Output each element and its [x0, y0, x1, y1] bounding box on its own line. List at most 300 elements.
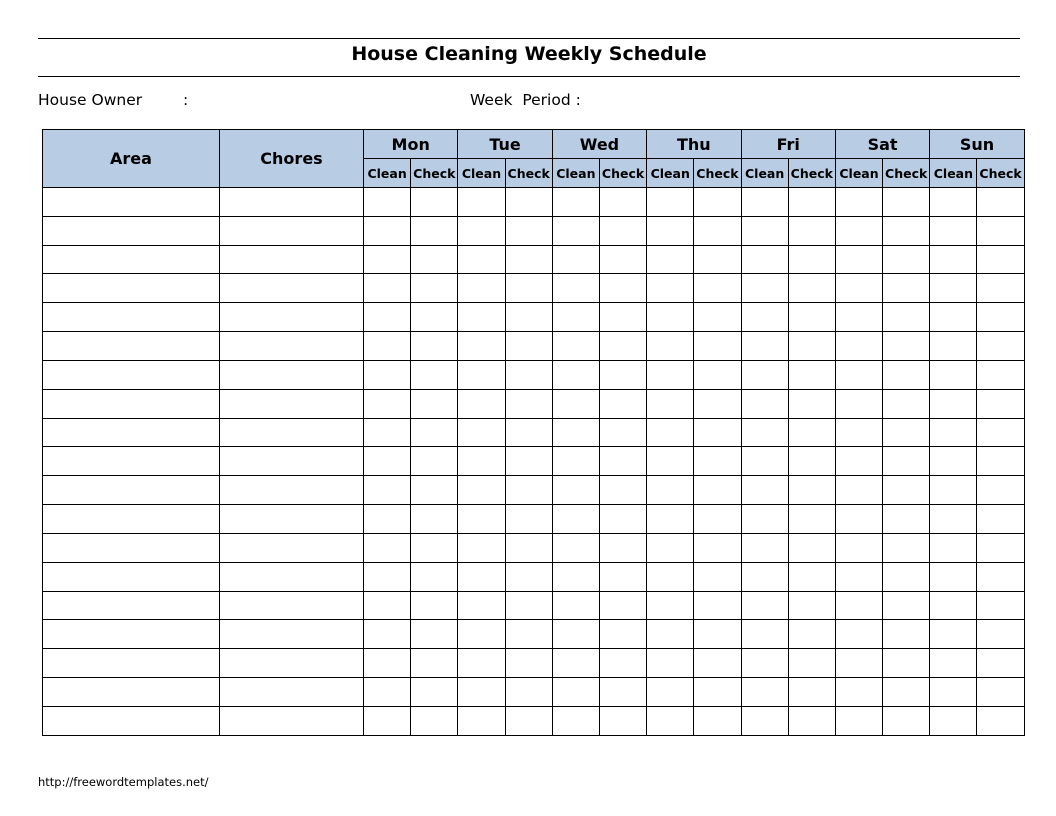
clean-cell[interactable]: [458, 188, 505, 217]
clean-cell[interactable]: [552, 274, 599, 303]
check-cell[interactable]: [599, 188, 646, 217]
clean-cell[interactable]: [364, 188, 411, 217]
check-cell[interactable]: [505, 360, 552, 389]
area-cell[interactable]: [43, 188, 220, 217]
check-cell[interactable]: [505, 505, 552, 534]
check-cell[interactable]: [505, 303, 552, 332]
clean-cell[interactable]: [364, 360, 411, 389]
clean-cell[interactable]: [930, 274, 977, 303]
check-cell[interactable]: [788, 332, 835, 361]
check-cell[interactable]: [788, 620, 835, 649]
clean-cell[interactable]: [835, 360, 882, 389]
clean-cell[interactable]: [552, 620, 599, 649]
check-cell[interactable]: [411, 562, 458, 591]
clean-cell[interactable]: [741, 562, 788, 591]
area-cell[interactable]: [43, 591, 220, 620]
check-cell[interactable]: [599, 447, 646, 476]
clean-cell[interactable]: [930, 706, 977, 735]
clean-cell[interactable]: [552, 476, 599, 505]
check-cell[interactable]: [694, 620, 741, 649]
check-cell[interactable]: [883, 389, 930, 418]
check-cell[interactable]: [599, 389, 646, 418]
check-cell[interactable]: [977, 476, 1024, 505]
area-cell[interactable]: [43, 360, 220, 389]
check-cell[interactable]: [505, 188, 552, 217]
chores-cell[interactable]: [220, 389, 364, 418]
clean-cell[interactable]: [552, 562, 599, 591]
clean-cell[interactable]: [647, 216, 694, 245]
clean-cell[interactable]: [364, 620, 411, 649]
clean-cell[interactable]: [835, 216, 882, 245]
clean-cell[interactable]: [458, 678, 505, 707]
clean-cell[interactable]: [741, 706, 788, 735]
clean-cell[interactable]: [552, 533, 599, 562]
check-cell[interactable]: [505, 447, 552, 476]
check-cell[interactable]: [788, 389, 835, 418]
clean-cell[interactable]: [930, 591, 977, 620]
clean-cell[interactable]: [647, 188, 694, 217]
clean-cell[interactable]: [647, 591, 694, 620]
area-cell[interactable]: [43, 562, 220, 591]
check-cell[interactable]: [411, 678, 458, 707]
check-cell[interactable]: [694, 533, 741, 562]
check-cell[interactable]: [599, 649, 646, 678]
clean-cell[interactable]: [930, 620, 977, 649]
check-cell[interactable]: [599, 274, 646, 303]
check-cell[interactable]: [599, 562, 646, 591]
check-cell[interactable]: [411, 360, 458, 389]
clean-cell[interactable]: [930, 188, 977, 217]
check-cell[interactable]: [788, 274, 835, 303]
clean-cell[interactable]: [835, 303, 882, 332]
check-cell[interactable]: [694, 649, 741, 678]
area-cell[interactable]: [43, 332, 220, 361]
check-cell[interactable]: [694, 216, 741, 245]
check-cell[interactable]: [505, 620, 552, 649]
check-cell[interactable]: [694, 188, 741, 217]
clean-cell[interactable]: [741, 620, 788, 649]
chores-cell[interactable]: [220, 505, 364, 534]
check-cell[interactable]: [788, 303, 835, 332]
check-cell[interactable]: [599, 591, 646, 620]
clean-cell[interactable]: [552, 332, 599, 361]
check-cell[interactable]: [788, 360, 835, 389]
clean-cell[interactable]: [741, 476, 788, 505]
check-cell[interactable]: [599, 678, 646, 707]
check-cell[interactable]: [883, 533, 930, 562]
clean-cell[interactable]: [364, 389, 411, 418]
check-cell[interactable]: [977, 303, 1024, 332]
chores-cell[interactable]: [220, 620, 364, 649]
clean-cell[interactable]: [458, 505, 505, 534]
check-cell[interactable]: [883, 505, 930, 534]
clean-cell[interactable]: [835, 447, 882, 476]
check-cell[interactable]: [977, 505, 1024, 534]
clean-cell[interactable]: [835, 562, 882, 591]
check-cell[interactable]: [694, 389, 741, 418]
check-cell[interactable]: [788, 216, 835, 245]
clean-cell[interactable]: [364, 332, 411, 361]
clean-cell[interactable]: [930, 505, 977, 534]
check-cell[interactable]: [505, 591, 552, 620]
clean-cell[interactable]: [364, 706, 411, 735]
check-cell[interactable]: [505, 418, 552, 447]
check-cell[interactable]: [505, 476, 552, 505]
check-cell[interactable]: [977, 620, 1024, 649]
area-cell[interactable]: [43, 274, 220, 303]
clean-cell[interactable]: [552, 505, 599, 534]
check-cell[interactable]: [505, 562, 552, 591]
clean-cell[interactable]: [835, 678, 882, 707]
clean-cell[interactable]: [741, 591, 788, 620]
clean-cell[interactable]: [364, 303, 411, 332]
clean-cell[interactable]: [930, 418, 977, 447]
area-cell[interactable]: [43, 303, 220, 332]
clean-cell[interactable]: [552, 389, 599, 418]
area-cell[interactable]: [43, 533, 220, 562]
clean-cell[interactable]: [930, 216, 977, 245]
clean-cell[interactable]: [741, 678, 788, 707]
clean-cell[interactable]: [741, 216, 788, 245]
clean-cell[interactable]: [364, 533, 411, 562]
check-cell[interactable]: [788, 476, 835, 505]
clean-cell[interactable]: [364, 476, 411, 505]
clean-cell[interactable]: [458, 591, 505, 620]
check-cell[interactable]: [694, 476, 741, 505]
check-cell[interactable]: [977, 216, 1024, 245]
clean-cell[interactable]: [741, 245, 788, 274]
clean-cell[interactable]: [458, 332, 505, 361]
check-cell[interactable]: [788, 245, 835, 274]
clean-cell[interactable]: [930, 447, 977, 476]
area-cell[interactable]: [43, 418, 220, 447]
area-cell[interactable]: [43, 447, 220, 476]
clean-cell[interactable]: [930, 649, 977, 678]
clean-cell[interactable]: [552, 418, 599, 447]
clean-cell[interactable]: [741, 418, 788, 447]
clean-cell[interactable]: [552, 678, 599, 707]
check-cell[interactable]: [883, 649, 930, 678]
clean-cell[interactable]: [364, 505, 411, 534]
clean-cell[interactable]: [458, 216, 505, 245]
area-cell[interactable]: [43, 389, 220, 418]
chores-cell[interactable]: [220, 418, 364, 447]
clean-cell[interactable]: [930, 476, 977, 505]
check-cell[interactable]: [599, 620, 646, 649]
check-cell[interactable]: [977, 591, 1024, 620]
clean-cell[interactable]: [552, 245, 599, 274]
check-cell[interactable]: [694, 447, 741, 476]
check-cell[interactable]: [977, 678, 1024, 707]
chores-cell[interactable]: [220, 591, 364, 620]
chores-cell[interactable]: [220, 216, 364, 245]
clean-cell[interactable]: [741, 505, 788, 534]
check-cell[interactable]: [883, 245, 930, 274]
chores-cell[interactable]: [220, 332, 364, 361]
clean-cell[interactable]: [458, 303, 505, 332]
clean-cell[interactable]: [552, 360, 599, 389]
chores-cell[interactable]: [220, 245, 364, 274]
clean-cell[interactable]: [552, 591, 599, 620]
clean-cell[interactable]: [647, 360, 694, 389]
check-cell[interactable]: [694, 591, 741, 620]
clean-cell[interactable]: [552, 447, 599, 476]
check-cell[interactable]: [411, 389, 458, 418]
check-cell[interactable]: [411, 476, 458, 505]
check-cell[interactable]: [883, 216, 930, 245]
clean-cell[interactable]: [930, 562, 977, 591]
chores-cell[interactable]: [220, 706, 364, 735]
check-cell[interactable]: [977, 706, 1024, 735]
clean-cell[interactable]: [458, 620, 505, 649]
clean-cell[interactable]: [458, 706, 505, 735]
area-cell[interactable]: [43, 505, 220, 534]
check-cell[interactable]: [977, 274, 1024, 303]
check-cell[interactable]: [505, 649, 552, 678]
clean-cell[interactable]: [741, 303, 788, 332]
clean-cell[interactable]: [647, 389, 694, 418]
check-cell[interactable]: [599, 476, 646, 505]
check-cell[interactable]: [411, 303, 458, 332]
check-cell[interactable]: [977, 389, 1024, 418]
check-cell[interactable]: [977, 245, 1024, 274]
check-cell[interactable]: [694, 678, 741, 707]
check-cell[interactable]: [883, 332, 930, 361]
clean-cell[interactable]: [647, 303, 694, 332]
clean-cell[interactable]: [741, 649, 788, 678]
clean-cell[interactable]: [741, 332, 788, 361]
clean-cell[interactable]: [458, 418, 505, 447]
chores-cell[interactable]: [220, 447, 364, 476]
check-cell[interactable]: [977, 332, 1024, 361]
clean-cell[interactable]: [930, 245, 977, 274]
area-cell[interactable]: [43, 216, 220, 245]
check-cell[interactable]: [694, 418, 741, 447]
clean-cell[interactable]: [835, 476, 882, 505]
check-cell[interactable]: [788, 706, 835, 735]
area-cell[interactable]: [43, 476, 220, 505]
check-cell[interactable]: [883, 360, 930, 389]
clean-cell[interactable]: [647, 476, 694, 505]
clean-cell[interactable]: [647, 706, 694, 735]
clean-cell[interactable]: [552, 303, 599, 332]
clean-cell[interactable]: [835, 332, 882, 361]
clean-cell[interactable]: [552, 649, 599, 678]
clean-cell[interactable]: [835, 591, 882, 620]
clean-cell[interactable]: [647, 620, 694, 649]
clean-cell[interactable]: [835, 418, 882, 447]
clean-cell[interactable]: [930, 533, 977, 562]
clean-cell[interactable]: [741, 447, 788, 476]
check-cell[interactable]: [505, 216, 552, 245]
check-cell[interactable]: [883, 562, 930, 591]
clean-cell[interactable]: [647, 678, 694, 707]
clean-cell[interactable]: [647, 649, 694, 678]
check-cell[interactable]: [599, 216, 646, 245]
clean-cell[interactable]: [930, 389, 977, 418]
check-cell[interactable]: [411, 447, 458, 476]
check-cell[interactable]: [788, 418, 835, 447]
clean-cell[interactable]: [458, 274, 505, 303]
clean-cell[interactable]: [741, 360, 788, 389]
clean-cell[interactable]: [835, 274, 882, 303]
chores-cell[interactable]: [220, 678, 364, 707]
check-cell[interactable]: [411, 332, 458, 361]
clean-cell[interactable]: [364, 418, 411, 447]
clean-cell[interactable]: [741, 389, 788, 418]
clean-cell[interactable]: [835, 533, 882, 562]
chores-cell[interactable]: [220, 303, 364, 332]
check-cell[interactable]: [788, 678, 835, 707]
clean-cell[interactable]: [647, 562, 694, 591]
check-cell[interactable]: [599, 245, 646, 274]
clean-cell[interactable]: [647, 274, 694, 303]
check-cell[interactable]: [411, 274, 458, 303]
check-cell[interactable]: [599, 332, 646, 361]
clean-cell[interactable]: [364, 447, 411, 476]
check-cell[interactable]: [883, 303, 930, 332]
check-cell[interactable]: [599, 303, 646, 332]
check-cell[interactable]: [883, 591, 930, 620]
check-cell[interactable]: [411, 245, 458, 274]
check-cell[interactable]: [788, 505, 835, 534]
check-cell[interactable]: [694, 562, 741, 591]
check-cell[interactable]: [599, 418, 646, 447]
clean-cell[interactable]: [458, 360, 505, 389]
clean-cell[interactable]: [364, 649, 411, 678]
clean-cell[interactable]: [458, 649, 505, 678]
check-cell[interactable]: [694, 303, 741, 332]
area-cell[interactable]: [43, 245, 220, 274]
clean-cell[interactable]: [458, 476, 505, 505]
clean-cell[interactable]: [741, 533, 788, 562]
chores-cell[interactable]: [220, 476, 364, 505]
clean-cell[interactable]: [835, 620, 882, 649]
check-cell[interactable]: [411, 533, 458, 562]
check-cell[interactable]: [505, 332, 552, 361]
clean-cell[interactable]: [741, 274, 788, 303]
clean-cell[interactable]: [647, 447, 694, 476]
check-cell[interactable]: [694, 245, 741, 274]
clean-cell[interactable]: [930, 360, 977, 389]
chores-cell[interactable]: [220, 188, 364, 217]
area-cell[interactable]: [43, 620, 220, 649]
check-cell[interactable]: [694, 505, 741, 534]
clean-cell[interactable]: [930, 332, 977, 361]
clean-cell[interactable]: [552, 188, 599, 217]
check-cell[interactable]: [977, 418, 1024, 447]
clean-cell[interactable]: [458, 245, 505, 274]
check-cell[interactable]: [411, 418, 458, 447]
clean-cell[interactable]: [364, 274, 411, 303]
check-cell[interactable]: [788, 562, 835, 591]
clean-cell[interactable]: [364, 678, 411, 707]
check-cell[interactable]: [977, 533, 1024, 562]
check-cell[interactable]: [411, 216, 458, 245]
check-cell[interactable]: [599, 533, 646, 562]
clean-cell[interactable]: [364, 591, 411, 620]
check-cell[interactable]: [977, 562, 1024, 591]
check-cell[interactable]: [505, 678, 552, 707]
clean-cell[interactable]: [647, 533, 694, 562]
check-cell[interactable]: [505, 274, 552, 303]
clean-cell[interactable]: [647, 418, 694, 447]
check-cell[interactable]: [411, 649, 458, 678]
check-cell[interactable]: [599, 706, 646, 735]
check-cell[interactable]: [411, 505, 458, 534]
clean-cell[interactable]: [364, 245, 411, 274]
check-cell[interactable]: [505, 245, 552, 274]
clean-cell[interactable]: [458, 562, 505, 591]
check-cell[interactable]: [883, 188, 930, 217]
clean-cell[interactable]: [741, 188, 788, 217]
check-cell[interactable]: [599, 505, 646, 534]
clean-cell[interactable]: [647, 332, 694, 361]
check-cell[interactable]: [788, 188, 835, 217]
check-cell[interactable]: [694, 706, 741, 735]
check-cell[interactable]: [883, 447, 930, 476]
clean-cell[interactable]: [835, 389, 882, 418]
check-cell[interactable]: [883, 418, 930, 447]
check-cell[interactable]: [883, 274, 930, 303]
check-cell[interactable]: [694, 360, 741, 389]
clean-cell[interactable]: [647, 505, 694, 534]
clean-cell[interactable]: [364, 562, 411, 591]
check-cell[interactable]: [883, 476, 930, 505]
check-cell[interactable]: [788, 533, 835, 562]
clean-cell[interactable]: [647, 245, 694, 274]
chores-cell[interactable]: [220, 533, 364, 562]
area-cell[interactable]: [43, 706, 220, 735]
clean-cell[interactable]: [835, 188, 882, 217]
clean-cell[interactable]: [458, 533, 505, 562]
clean-cell[interactable]: [364, 216, 411, 245]
clean-cell[interactable]: [835, 505, 882, 534]
clean-cell[interactable]: [835, 245, 882, 274]
check-cell[interactable]: [883, 706, 930, 735]
clean-cell[interactable]: [458, 389, 505, 418]
check-cell[interactable]: [411, 706, 458, 735]
check-cell[interactable]: [411, 591, 458, 620]
check-cell[interactable]: [788, 591, 835, 620]
check-cell[interactable]: [977, 188, 1024, 217]
clean-cell[interactable]: [835, 649, 882, 678]
check-cell[interactable]: [694, 332, 741, 361]
chores-cell[interactable]: [220, 562, 364, 591]
check-cell[interactable]: [694, 274, 741, 303]
clean-cell[interactable]: [835, 706, 882, 735]
check-cell[interactable]: [788, 447, 835, 476]
area-cell[interactable]: [43, 649, 220, 678]
chores-cell[interactable]: [220, 360, 364, 389]
check-cell[interactable]: [883, 678, 930, 707]
clean-cell[interactable]: [552, 706, 599, 735]
check-cell[interactable]: [411, 620, 458, 649]
check-cell[interactable]: [505, 389, 552, 418]
chores-cell[interactable]: [220, 274, 364, 303]
check-cell[interactable]: [977, 360, 1024, 389]
check-cell[interactable]: [411, 188, 458, 217]
check-cell[interactable]: [599, 360, 646, 389]
clean-cell[interactable]: [930, 303, 977, 332]
check-cell[interactable]: [977, 649, 1024, 678]
check-cell[interactable]: [788, 649, 835, 678]
check-cell[interactable]: [977, 447, 1024, 476]
area-cell[interactable]: [43, 678, 220, 707]
chores-cell[interactable]: [220, 649, 364, 678]
clean-cell[interactable]: [930, 678, 977, 707]
check-cell[interactable]: [505, 706, 552, 735]
